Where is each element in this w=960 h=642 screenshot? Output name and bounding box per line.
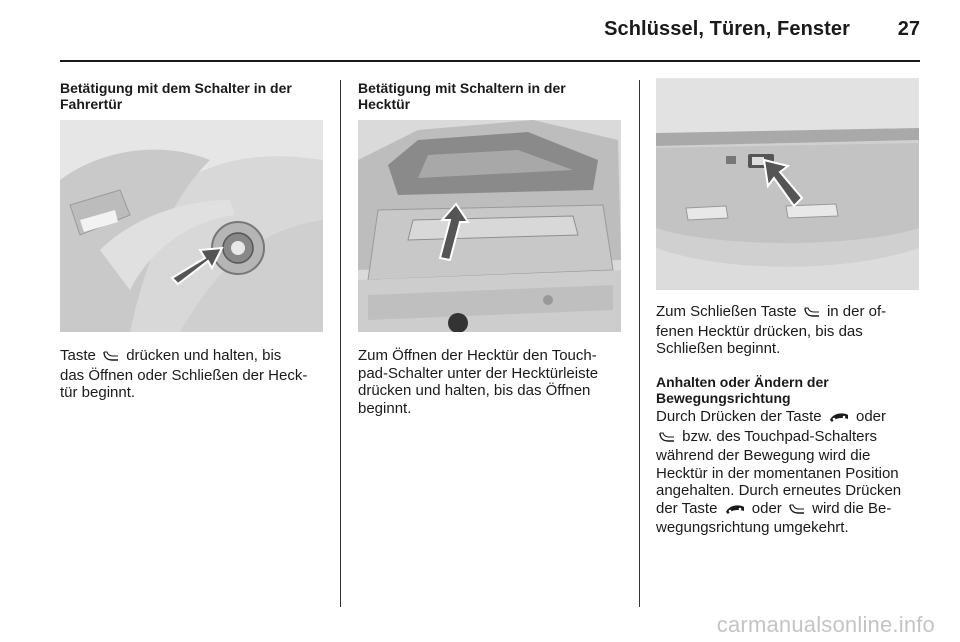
middle-heading	[358, 80, 623, 112]
right-body-text	[656, 408, 926, 537]
text-line: beginnt.	[358, 399, 412, 417]
text-fragment: wird die Be-	[807, 499, 892, 517]
remote-key-icon	[724, 502, 746, 520]
text-fragment: Zum Schließen Taste	[656, 303, 801, 320]
text-fragment: oder	[851, 408, 887, 425]
heading-line: Anhalten oder Ändern der	[656, 374, 829, 390]
tailgate-button-icon	[658, 430, 676, 448]
tailgate-button-icon	[803, 305, 821, 323]
section-title: Schlüssel, Türen, Fenster	[604, 18, 850, 40]
text-line	[656, 408, 926, 428]
text-line: pad-Schalter unter der Hecktürleiste	[358, 364, 599, 382]
text-line: Schließen beginnt.	[656, 340, 781, 357]
text-line	[656, 428, 926, 448]
text-fragment: Durch Drücken der Taste	[656, 408, 826, 425]
text-line	[60, 347, 335, 367]
header-divider	[60, 60, 920, 62]
tailgate-button-icon	[788, 502, 806, 520]
middle-body-text	[358, 347, 628, 417]
tailgate-touchpad-figure	[358, 120, 621, 332]
page-number: 27	[897, 18, 920, 40]
right-subheading	[656, 374, 921, 406]
left-heading	[60, 80, 325, 112]
tailgate-close-button-figure	[656, 78, 919, 290]
text-line	[656, 303, 924, 323]
text-fragment: bzw. des Touchpad-Schalters	[678, 427, 878, 445]
right-close-text	[656, 303, 924, 358]
text-fragment: oder	[747, 499, 786, 517]
text-line: angehalten. Durch erneutes Drücken	[656, 482, 902, 499]
text-line: Zum Öffnen der Hecktür den Touch-	[358, 347, 597, 364]
column-divider	[340, 80, 341, 607]
text-fragment: der Taste	[656, 499, 722, 517]
text-line	[656, 500, 926, 520]
text-line: das Öffnen oder Schließen der Heck-	[60, 366, 308, 384]
heading-line: Fahrertür	[60, 96, 123, 112]
text-fragment: drücken und halten, bis	[122, 347, 282, 364]
text-line: drücken und halten, bis das Öffnen	[358, 382, 591, 399]
heading-line: Betätigung mit Schaltern in der	[358, 80, 566, 96]
text-line: fenen Hecktür drücken, bis das	[656, 322, 863, 340]
text-line: während der Bewegung wird die	[656, 447, 871, 464]
tailgate-button-icon	[102, 349, 120, 367]
text-line: Hecktür in der momentanen Position	[656, 464, 899, 482]
remote-key-icon	[828, 410, 850, 428]
left-body-text	[60, 347, 335, 402]
text-fragment: in der of-	[822, 303, 887, 320]
text-line: wegungsrichtung umgekehrt.	[656, 519, 849, 536]
text-line: tür beginnt.	[60, 384, 136, 401]
heading-line: Bewegungsrichtung	[656, 390, 791, 406]
watermark: carmanualsonline.info	[716, 612, 935, 637]
heading-line: Betätigung mit dem Schalter in der	[60, 80, 292, 96]
text-fragment: Taste	[60, 347, 101, 364]
driver-door-switch-figure	[60, 120, 323, 332]
heading-line: Hecktür	[358, 96, 411, 112]
column-divider	[639, 80, 640, 607]
